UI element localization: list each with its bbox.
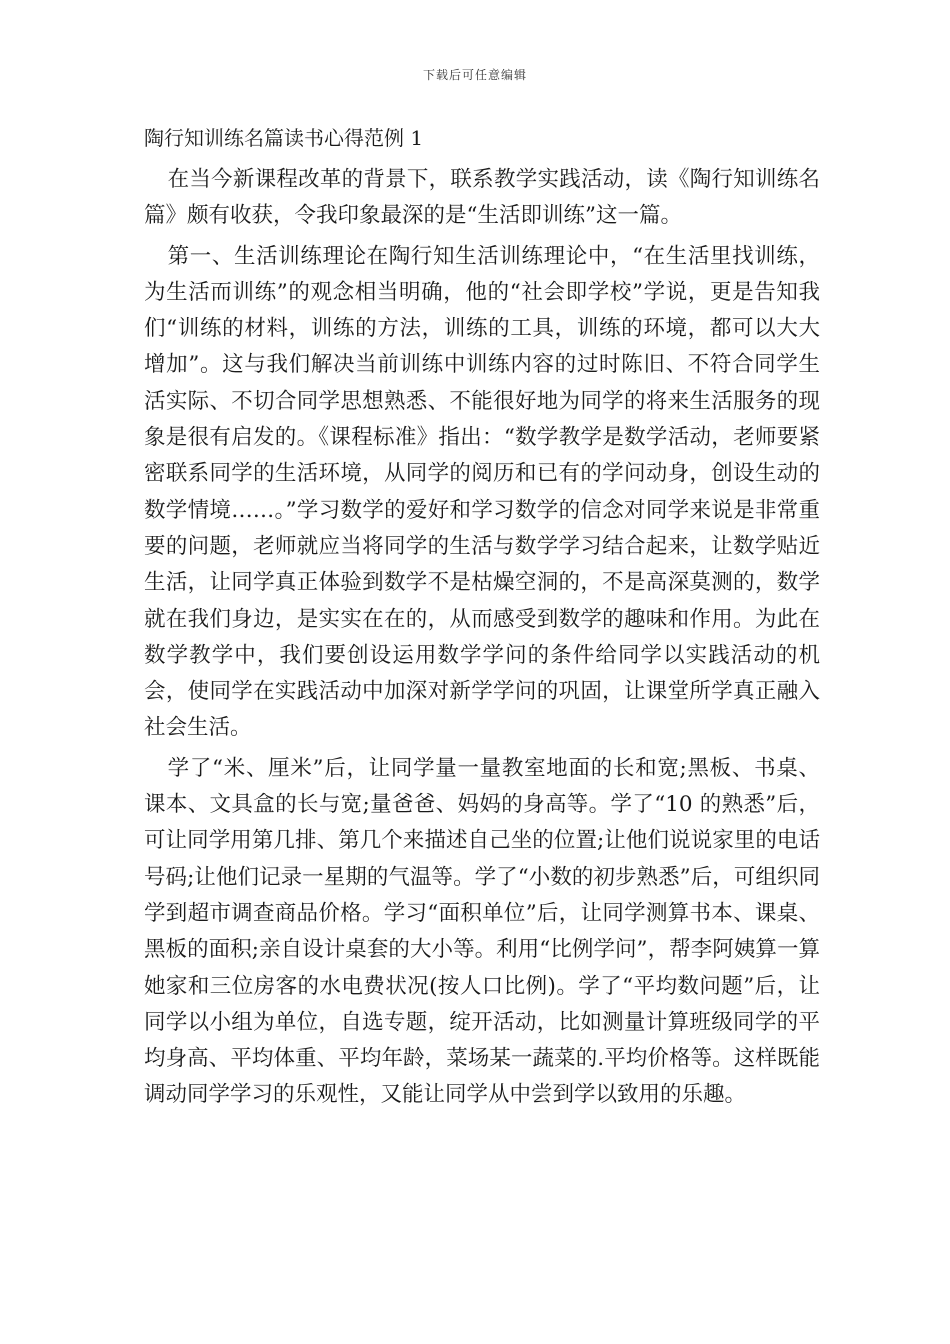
document-body xyxy=(144,120,820,1118)
document-title: 陶行知训练名篇读书心得范例 1 xyxy=(144,126,424,150)
page-header: 下载后可任意编辑 xyxy=(422,68,527,82)
paragraph-practice-examples: 学了“米、厘米”后，让同学量一量教室地面的长和宽;黑板、书桌、课本、文具盒的长与宽;量爸爸、妈妈的身高等。学了“10 的熟悉”后，可让同学用第几排、第几个来描述自己坐的位置;让他们说说家里的电话号码;让他们记录一星期的气温等。学了“小数的初步熟悉”后，可组织同学到超市调查商品价格。学习“面积单位”后，让同学测算书本、课桌、黑板的面积;亲自设计桌套的大小等。利用“比例学问”，帮李阿姨算一算她家和三位房客的水电费状况(按人口比例)。学了“平均数问题”后，让同学以小组为单位，自选专题，绽开活动，比如测量计算班级同学的平均身高、平均体重、平均年龄，菜场某一蔬菜的.平均价格等。这样既能调动同学学习的乐观性，又能让同学从中尝到学以致用的乐趣。 xyxy=(144,755,820,1108)
paragraph-intro: 在当今新课程改革的背景下，联系教学实践活动，读《陶行知训练名篇》颇有收获，令我印象最深的是“生活即训练”这一篇。 xyxy=(144,167,820,229)
paragraph-life-education-theory: 第一、生活训练理论在陶行知生活训练理论中，“在生活里找训练，为生活而训练”的观念相当明确，他的“社会即学校”学说，更是告知我们“训练的材料，训练的方法，训练的工具，训练的环境，都可以大大增加”。这与我们解决当前训练中训练内容的过时陈旧、不符合同学生活实际、不切合同学思想熟悉、不能很好地为同学的将来生活服务的现象是很有启发的。《课程标准》指出：“数学教学是数学活动，老师要紧密联系同学的生活环境，从同学的阅历和已有的学问动身，创设生动的数学情境……。”学习数学的爱好和学习数学的信念对同学来说是非常重要的问题，老师就应当将同学的生活与数学学习结合起来，让数学贴近生活，让同学真正体验到数学不是枯燥空洞的，不是高深莫测的，数学就在我们身边，是实实在在的，从而感受到数学的趣味和作用。为此在数学教学中，我们要创设运用数学学问的条件给同学以实践活动的机会，使同学在实践活动中加深对新学学问的巩固，让课堂所学真正融入社会生活。 xyxy=(144,243,820,741)
